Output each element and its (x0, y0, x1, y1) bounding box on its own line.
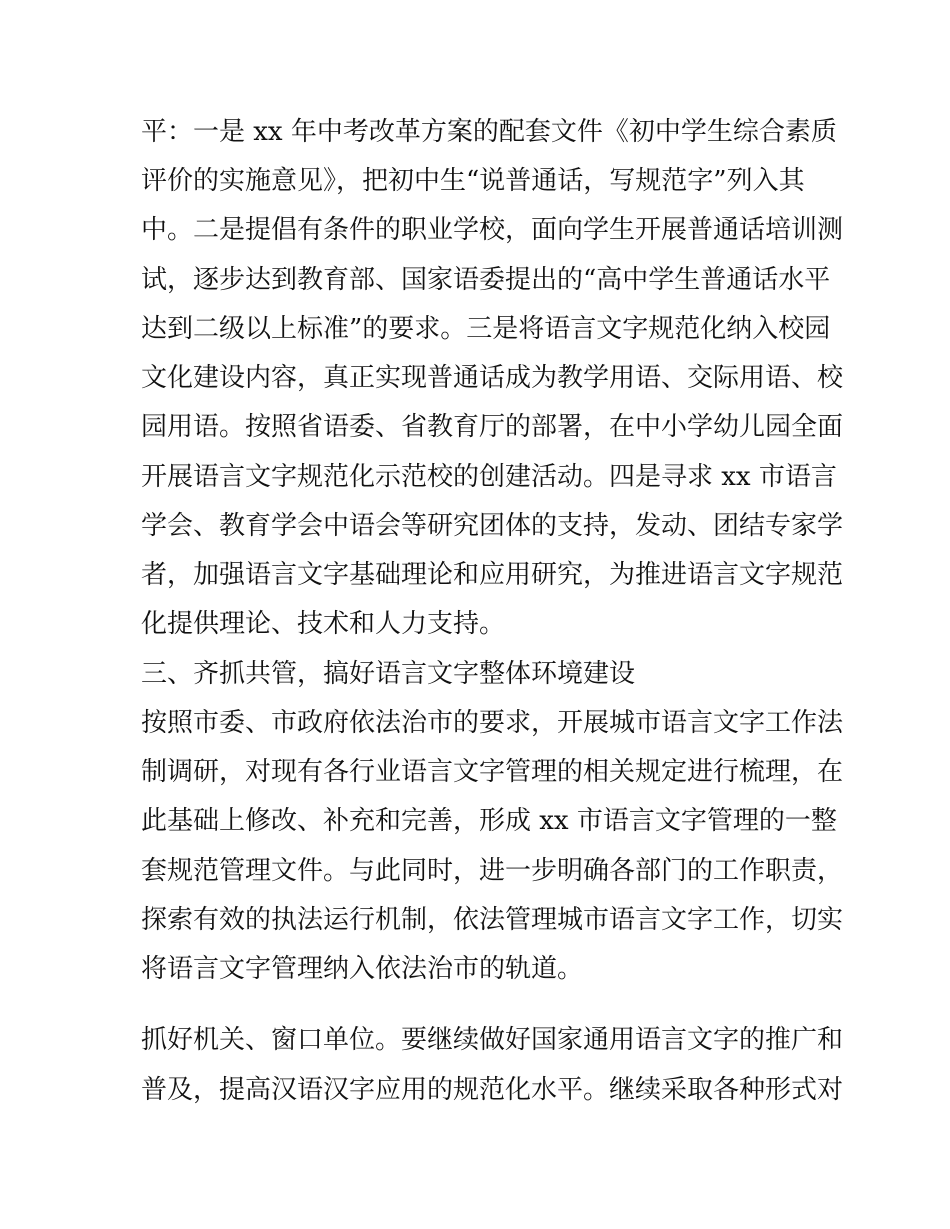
text-line-6: 文化建设内容，真正实现普通话成为教学用语、交际用语、校 (141, 363, 844, 393)
text-line-2: 评价的实施意见》，把初中生“说普通话，写规范字”列入其 (141, 166, 805, 196)
text-line-8: 开展语言文字规范化示范校的创建活动。四是寻求 xx 市语言 (141, 462, 837, 492)
text-line-10: 者，加强语言文字基础理论和应用研究，为推进语言文字规范 (141, 560, 844, 590)
text-line-14: 制调研，对现有各行业语言文字管理的相关规定进行梳理，在 (141, 757, 844, 787)
text-line-13: 按照市委、市政府依法治市的要求，开展城市语言文字工作法 (141, 708, 844, 738)
text-line-1: 平：一是 xx 年中考改革方案的配套文件《初中学生综合素质 (141, 117, 837, 147)
text-line-19: 抓好机关、窗口单位。要继续做好国家通用语言文字的推广和 (141, 1025, 844, 1055)
section-heading: 三、齐抓共管，搞好语言文字整体环境建设 (141, 659, 636, 689)
text-line-4: 试，逐步达到教育部、国家语委提出的“高中学生普通话水平 (141, 265, 831, 295)
text-line-20: 普及，提高汉语汉字应用的规范化水平。继续采取各种形式对 (141, 1075, 844, 1105)
text-line-7: 园用语。按照省语委、省教育厅的部署，在中小学幼儿园全面 (141, 412, 844, 442)
text-line-9: 学会、教育学会中语会等研究团体的支持，发动、团结专家学 (141, 511, 844, 541)
text-line-11: 化提供理论、技术和人力支持。 (141, 609, 506, 639)
text-line-16: 套规范管理文件。与此同时，进一步明确各部门的工作职责， (141, 856, 844, 886)
text-line-17: 探索有效的执法运行机制，依法管理城市语言文字工作，切实 (141, 905, 844, 935)
text-line-15: 此基础上修改、补充和完善，形成 xx 市语言文字管理的一整 (141, 806, 837, 836)
text-line-3: 中。二是提倡有条件的职业学校，面向学生开展普通话培训测 (141, 215, 844, 245)
text-line-18: 将语言文字管理纳入依法治市的轨道。 (141, 954, 584, 984)
text-line-5: 达到二级以上标准”的要求。三是将语言文字规范化纳入校园 (141, 314, 831, 344)
